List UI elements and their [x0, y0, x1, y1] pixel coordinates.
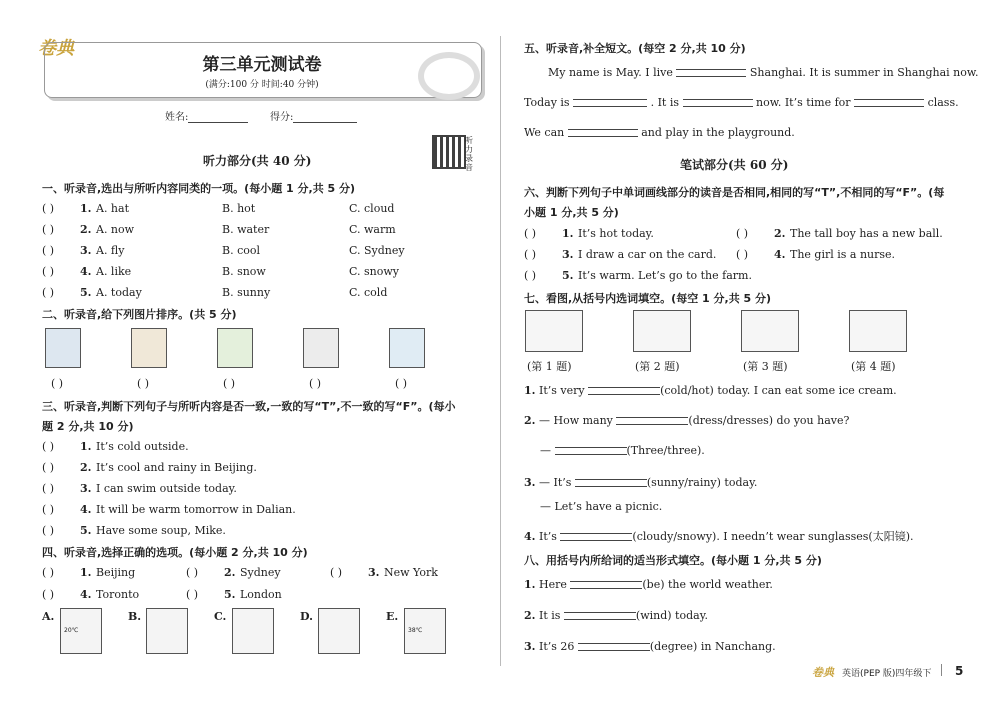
answer-paren[interactable]: ( ) [223, 377, 236, 390]
option-a: A. like [96, 265, 132, 278]
s1-title: 一、听录音,选出与所听内容同类的一项。(每小题 1 分,共 5 分) [42, 182, 356, 195]
question-number: 1. [562, 227, 574, 240]
scene-picture [389, 328, 425, 368]
answer-paren[interactable]: ( ) [524, 269, 537, 282]
s7-q3-reply: — Let’s have a picnic. [540, 500, 663, 513]
question-number: 2. [224, 566, 236, 579]
question-number: 1. [80, 566, 92, 579]
answer-paren[interactable]: ( ) [137, 377, 150, 390]
answer-paren[interactable]: ( ) [42, 524, 55, 537]
option-letter: D. [300, 610, 313, 623]
city-name: Toronto [96, 588, 140, 601]
city-name: Sydney [240, 566, 281, 579]
s7-q4: 4. It’s (cloudy/snowy). I needn’t wear sunglasses(太阳镜). [524, 530, 914, 543]
picture-caption: (第 2 题) [635, 360, 680, 373]
sentence-text: The tall boy has a new ball. [790, 227, 943, 240]
option-letter: A. [42, 610, 55, 623]
answer-paren[interactable]: ( ) [42, 244, 55, 257]
s7-q3: 3. — It’s (sunny/rainy) today. [524, 476, 758, 489]
option-a: A. today [96, 286, 142, 299]
answer-paren[interactable]: ( ) [309, 377, 322, 390]
question-number: 5. [80, 524, 92, 537]
s7-q2-answer: — (Three/three). [540, 444, 705, 457]
option-a: A. hat [96, 202, 129, 215]
footer-brand: 卷典 [812, 666, 834, 679]
column-divider [500, 36, 501, 666]
question-number: 1. [80, 440, 92, 453]
s5-line3: We can and play in the playground. [524, 126, 795, 139]
option-letter: C. [214, 610, 227, 623]
answer-paren[interactable]: ( ) [395, 377, 408, 390]
temperature-label: 38℃ [408, 627, 423, 634]
footer-separator [941, 664, 942, 676]
answer-paren[interactable]: ( ) [42, 286, 55, 299]
question-number: 4. [774, 248, 786, 261]
answer-paren[interactable]: ( ) [42, 461, 55, 474]
option-c: C. cold [349, 286, 388, 299]
score-field[interactable]: 得分: [270, 108, 357, 123]
s2-title: 二、听录音,给下列图片排序。(共 5 分) [42, 308, 237, 321]
statement-text: It’s cool and rainy in Beijing. [96, 461, 257, 474]
page-subtitle: (满分:100 分 时间:40 分钟) [205, 80, 319, 90]
picture-caption: (第 3 题) [743, 360, 788, 373]
blank[interactable] [575, 479, 647, 487]
option-b: B. snow [222, 265, 266, 278]
s6-title-cont: 小题 1 分,共 5 分) [524, 206, 619, 219]
blank[interactable] [683, 99, 753, 107]
scene-picture [217, 328, 253, 368]
option-c: C. warm [349, 223, 396, 236]
picture-caption: (第 1 题) [527, 360, 572, 373]
answer-paren[interactable]: ( ) [736, 248, 749, 261]
cloud-picture [849, 310, 907, 352]
picture-caption: (第 4 题) [851, 360, 896, 373]
option-b: B. sunny [222, 286, 271, 299]
question-number: 5. [224, 588, 236, 601]
city-name: New York [384, 566, 438, 579]
s3-title-cont: 题 2 分,共 10 分) [42, 420, 134, 433]
blank[interactable] [555, 447, 627, 455]
option-b: B. cool [222, 244, 261, 257]
footer-text: 英语(PEP 版)四年级下 [842, 669, 932, 679]
blank[interactable] [676, 69, 746, 77]
question-number: 2. [774, 227, 786, 240]
blank[interactable] [854, 99, 924, 107]
question-number: 4. [80, 265, 92, 278]
answer-paren[interactable]: ( ) [42, 503, 55, 516]
answer-paren[interactable]: ( ) [524, 248, 537, 261]
question-number: 3. [562, 248, 574, 261]
s4-title: 四、听录音,选择正确的选项。(每小题 2 分,共 10 分) [42, 546, 308, 559]
thermometer-hot-icon [404, 608, 446, 654]
sun-boy-picture [525, 310, 583, 352]
temperature-label: 20℃ [64, 627, 79, 634]
answer-paren[interactable]: ( ) [330, 566, 343, 579]
statement-text: I can swim outside today. [96, 482, 237, 495]
s3-title: 三、听录音,判断下列句子与所听内容是否一致,一致的写“T”,不一致的写“F”。(每小 [42, 400, 456, 413]
page-title: 第三单元测试卷 [202, 55, 322, 75]
scene-picture [45, 328, 81, 368]
scene-picture [131, 328, 167, 368]
answer-paren[interactable]: ( ) [186, 566, 199, 579]
blank[interactable] [578, 643, 650, 651]
option-letter: E. [386, 610, 399, 623]
cloud-sun-icon [146, 608, 188, 654]
option-c: C. cloud [349, 202, 395, 215]
question-number: 1. [80, 202, 92, 215]
sentence-text: It’s warm. Let’s go to the farm. [578, 269, 752, 282]
answer-paren[interactable]: ( ) [736, 227, 749, 240]
s5-title: 五、听录音,补全短文。(每空 2 分,共 10 分) [524, 42, 746, 55]
blank[interactable] [570, 581, 642, 589]
snow-icon [318, 608, 360, 654]
question-number: 2. [80, 223, 92, 236]
sentence-text: The girl is a nurse. [790, 248, 896, 261]
question-number: 2. [80, 461, 92, 474]
question-number: 5. [562, 269, 574, 282]
brand-logo: 卷典 [38, 38, 74, 59]
answer-paren[interactable]: ( ) [42, 265, 55, 278]
answer-paren[interactable]: ( ) [42, 566, 55, 579]
answer-paren[interactable]: ( ) [42, 588, 55, 601]
page-number: 5 [955, 664, 964, 678]
answer-paren[interactable]: ( ) [51, 377, 64, 390]
blank[interactable] [573, 99, 647, 107]
sentence-text: It’s hot today. [578, 227, 654, 240]
s7-q1: 1. It’s very (cold/hot) today. I can eat some ice cream. [524, 384, 897, 397]
rain-cloud-icon [232, 608, 274, 654]
question-number: 3. [80, 482, 92, 495]
s8-q1: 1. Here (be) the world weather. [524, 578, 773, 591]
option-a: A. fly [96, 244, 125, 257]
statement-text: It’s cold outside. [96, 440, 189, 453]
answer-paren[interactable]: ( ) [42, 223, 55, 236]
blank[interactable] [588, 387, 660, 395]
qr-code-icon[interactable] [432, 135, 466, 169]
s7-q2: 2. — How many (dress/dresses) do you have? [524, 414, 850, 427]
option-letter: B. [128, 610, 142, 623]
blank[interactable] [616, 417, 688, 425]
statement-text: Have some soup, Mike. [96, 524, 226, 537]
s6-title: 六、判断下列句子中单词画线部分的读音是否相同,相同的写“T”,不相同的写“F”。(每 [524, 186, 945, 199]
option-c: C. Sydney [349, 244, 405, 257]
question-number: 5. [80, 286, 92, 299]
scene-picture [303, 328, 339, 368]
s5-line2: Today is . It is now. It’s time for class. [524, 96, 959, 109]
s8-title: 八、用括号内所给词的适当形式填空。(每小题 1 分,共 5 分) [524, 554, 822, 567]
s7-title: 七、看图,从括号内选词填空。(每空 1 分,共 5 分) [524, 292, 772, 305]
s5-line1: My name is May. I live Shanghai. It is summer in Shanghai now. [548, 66, 979, 79]
city-name: London [240, 588, 282, 601]
qr-label: 听力录音 [465, 136, 473, 172]
answer-paren[interactable]: ( ) [42, 440, 55, 453]
question-number: 4. [80, 503, 92, 516]
option-c: C. snowy [349, 265, 399, 278]
answer-paren[interactable]: ( ) [42, 482, 55, 495]
sentence-text: I draw a car on the card. [578, 248, 717, 261]
blank[interactable] [568, 129, 638, 137]
s8-q2: 2. It is (wind) today. [524, 609, 708, 622]
dresses-picture [633, 310, 691, 352]
writing-heading: 笔试部分(共 60 分) [680, 158, 789, 172]
answer-paren[interactable]: ( ) [42, 202, 55, 215]
option-a: A. now [96, 223, 135, 236]
sun-picture [741, 310, 799, 352]
answer-paren[interactable]: ( ) [524, 227, 537, 240]
thermometer-sun-icon [60, 608, 102, 654]
s8-q3: 3. It’s 26 (degree) in Nanchang. [524, 640, 776, 653]
option-b: B. hot [222, 202, 256, 215]
blank[interactable] [560, 533, 632, 541]
blank[interactable] [564, 612, 636, 620]
question-number: 3. [80, 244, 92, 257]
answer-paren[interactable]: ( ) [186, 588, 199, 601]
city-name: Beijing [96, 566, 136, 579]
option-b: B. water [222, 223, 270, 236]
listening-heading: 听力部分(共 40 分) [203, 154, 312, 168]
question-number: 3. [368, 566, 380, 579]
statement-text: It will be warm tomorrow in Dalian. [96, 503, 296, 516]
question-number: 4. [80, 588, 92, 601]
name-field[interactable]: 姓名: [165, 108, 248, 123]
